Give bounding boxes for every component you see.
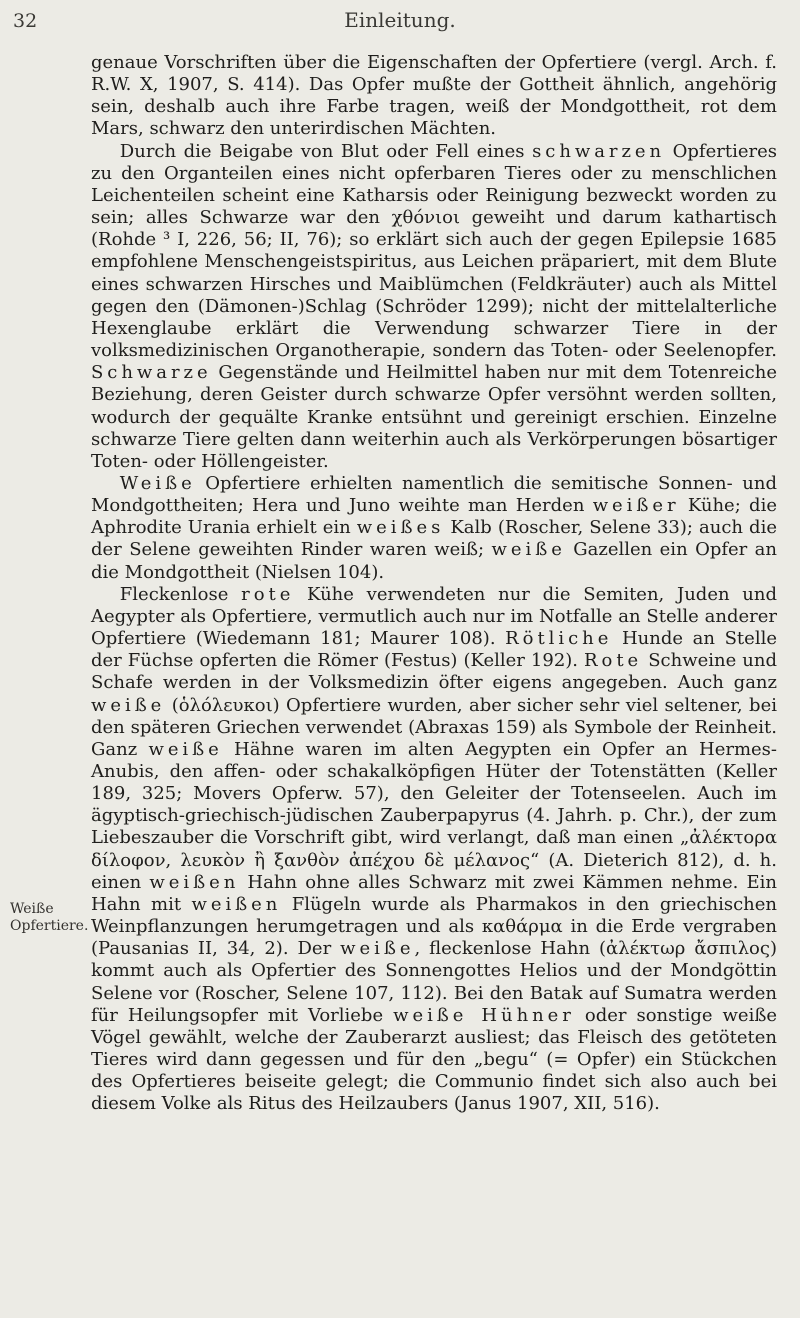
emphasis-spaced: weißes [356, 517, 445, 539]
emphasis-spaced: Rötliche [505, 628, 613, 650]
text-run: Gegenstände und Heilmittel haben nur mit dem Totenreiche Beziehung, deren Geister durch schwarze Opfer versöhnt werden sollten, wodurch der gequälte Kranke entsühnt und gereinigt erschien. Einzelne schwarze Tiere gelten dann weiterhin auch als Verkörperungen bösartiger Toten- oder Höllengeister. [91, 362, 777, 472]
emphasis-spaced: weiße [491, 539, 566, 561]
body-text [91, 52, 777, 1116]
text-run: Kalb (Roscher, Selene 33); auch die der Selene geweihten Rinder waren weiß; [91, 517, 777, 561]
paragraph-1: genaue Vorschriften über die Eigenschaften der Opfertiere (vergl. Arch. f. R.W. X, 1907, S. 414). Das Opfer mußte der Gottheit ähnlich, angehörig sein, deshalb auch ihre Farbe tragen, weiß der Mondgottheit, rot dem Mars, schwarz den unterirdischen Mächten. [91, 52, 777, 140]
emphasis-spaced: weiße [91, 694, 166, 716]
paragraph-2 [91, 141, 777, 473]
text-run: Kühe verwendeten nur die Semiten, Juden und Aegypter als Opfertiere, vermutlich auch nur im Notfalle an Stelle anderer Opfertiere (Wiedemann 181; Maurer 108). [91, 583, 777, 650]
text-run: Schweine und Schafe werden in der Volksmedizin öfter eigens angegeben. Auch ganz [91, 650, 777, 694]
margin-note [10, 901, 88, 935]
emphasis-spaced: schwarzen [532, 140, 666, 162]
emphasis-spaced: Weiße [119, 472, 196, 494]
text-run: Fleckenlose [119, 583, 242, 605]
text-run: oder sonstige weiße Vögel gewählt, welche der Zauberarzt ausliest; das Fleisch des getöteten Tieres wird dann gegessen und für den „begu“ (= Opfer) ein Stückchen des Opfertieres beiseite gelegt; die Communio findet sich also auch bei diesem Volke als Ritus des Heilzaubers (Janus 1907, XII, 516). [91, 1004, 778, 1115]
text-run: Opfertiere erhielten namentlich die semitische Sonnen- und Mondgottheiten; Hera und Juno weihte man Herden [91, 472, 777, 517]
page-number: 32 [13, 10, 38, 32]
text-run: Hunde an Stelle der Füchse opferten die Römer (Festus) (Keller 192). [91, 628, 777, 672]
emphasis-spaced: weißen [149, 871, 240, 893]
emphasis-spaced: weißen [191, 893, 282, 915]
text-run: Flügeln wurde als Pharmakos in den griechischen Weinpflanzungen herumgetragen und als καθάρμα in die Erde vergraben (Pausanias II, 34, 2). Der [91, 893, 778, 960]
text-run: Gazellen ein Opfer an die Mondgottheit (Nielsen 104). [91, 539, 778, 583]
emphasis-spaced: Rote [584, 650, 643, 672]
emphasis-spaced: weißer [592, 495, 680, 517]
emphasis-spaced: rote [241, 583, 295, 605]
emphasis-spaced: Schwarze [91, 362, 212, 384]
emphasis-spaced: weiße [340, 938, 415, 960]
text-run: Kühe; die Aphrodite Urania erhielt ein [91, 495, 777, 539]
margin-note-line: Opfertiere. [10, 918, 89, 934]
text-run: Hahn ohne alles Schwarz mit zwei Kämmen nehme. Ein Hahn mit [91, 871, 777, 915]
running-head: Einleitung. [344, 8, 456, 32]
text-run: Opfertieres zu den Organteilen eines nicht opferbaren Tieres oder zu menschlichen Leichenteilen scheint eine Katharsis oder Reinigung bezweckt worden zu sein; alles Schwarze war den χθόνιοι geweiht und darum kathartisch (Rohde ³ I, 226, 56; II, 76); so erklärt sich auch der gegen Epilepsie 1685 empfohlene Menschengeistspiritus, aus Leichen präpariert, mit dem Blute eines schwarzen Hirsches und Maiblümchen (Feldkräuter) auch als Mittel gegen den (Dämonen-)Schlag (Schröder 1299); nicht der mittelalterliche Hexenglaube erklärt die Verwendung schwarzer Tiere in der volksmedizinischen Organotherapie, sondern das Toten- oder Seelenopfer. [91, 140, 777, 362]
text-run: , fleckenlose Hahn (ἀλέκτωρ ἄσπιλος) kommt auch als Opfertier des Sonnengottes Helios und der Mondgöttin Selene vor (Roscher, Selene 107, 112). Bei den Batak auf Sumatra werden für Heilungsopfer mit Vorliebe [91, 938, 778, 1026]
emphasis-spaced: weiße [148, 738, 223, 760]
emphasis-spaced: weiße Hühner [393, 1004, 575, 1026]
text-run: (ὁλόλευκοι) Opfertiere wurden, aber sicher sehr viel seltener, bei den späteren Griechen verwendet (Abraxas 159) als Symbole der Reinheit. Ganz [91, 694, 777, 760]
paragraph-3 [91, 473, 777, 584]
margin-note-line: Weiße [10, 901, 54, 917]
paragraph-4 [91, 584, 777, 1116]
text-run: Hähne waren im alten Aegypten ein Opfer an Hermes-Anubis, den affen- oder schakalköpfigen Hüter der Totenstätten (Keller 189, 325; Movers Opferw. 57), den Geleiter der Totenseelen. Auch im ägyptisch-griechisch-jüdischen Zauberpapyrus (4. Jahrh. p. Chr.), der zum Liebeszauber die Vorschrift gibt, wird verlangt, daß man einen „ἀλέκτορα δίλοφον, λευκὸν ἢ ξανθὸν ἀπέχου δὲ μέλανος“ (A. Dieterich 812), d. h. einen [91, 738, 777, 893]
text-run: Durch die Beigabe von Blut oder Fell eines [119, 140, 533, 162]
